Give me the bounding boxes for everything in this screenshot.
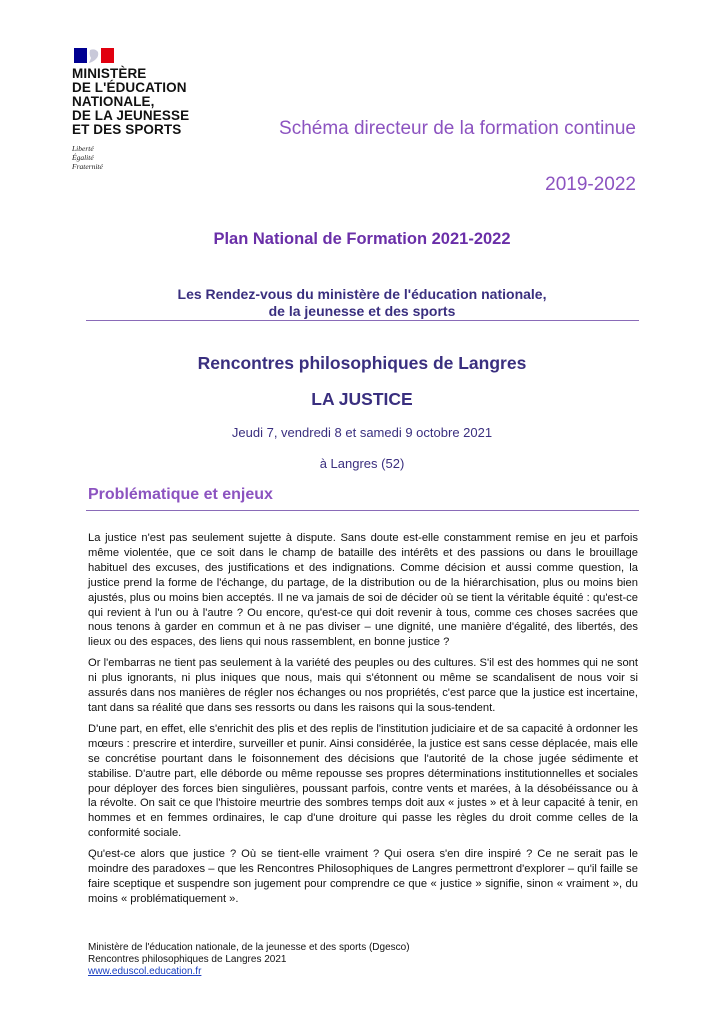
flag-blue-band [74, 48, 87, 63]
eduscol-link[interactable]: www.eduscol.education.fr [88, 966, 202, 977]
event-title: Rencontres philosophiques de Langres [197, 353, 527, 373]
rendez-vous-heading [0, 286, 724, 320]
marianne-flag-icon [74, 48, 114, 63]
flag-red-band [101, 48, 114, 63]
footer-line: Ministère de l'éducation nationale, de la jeunesse et des sports (Dgesco) [88, 942, 410, 953]
flag-white-band [87, 48, 100, 63]
ministry-name [72, 67, 212, 137]
paragraph: La justice n'est pas seulement sujette à dispute. Sans doute est-elle constamment remise en jeu et parfois même violentée, que ce soit dans le champ de bataille des intérêts et des passions ou dans le brouillage habituel des excuses, des justifications et des indignations. Comme décision et aussi comme question, la justice prend la forme de l'échange, du partage, de la distribution ou de la hiérarchisation, plus ou moins bien ajustés, plus ou moins bien acceptés. Il ne va jamais de soi de décider où se tient la véritable équité : qu'est-ce qui revient à l'un ou à l'autre ? Ou encore, qu'est-ce qui doit revenir à tous, comme ces choses sacrées que nous tenons à garder en commun et à ne pas diviser – une dignité, une manière d'égalité, des libertés, des lieux ou des espaces, des liens qui nous rassemblent, en bonne justice ? [88, 532, 638, 649]
event-dates: Jeudi 7, vendredi 8 et samedi 9 octobre 2021 [231, 425, 493, 440]
body-text [88, 531, 638, 913]
plan-title: Plan National de Formation 2021-2022 [213, 230, 511, 248]
ministry-line: ET DES SPORTS [72, 122, 182, 137]
footer-line: Rencontres philosophiques de Langres 2021 [88, 954, 287, 965]
document-years: 2019-2022 [545, 174, 636, 195]
ministry-line: DE L'ÉDUCATION [72, 80, 187, 95]
republic-motto [72, 144, 212, 171]
paragraph: D'une part, en effet, elle s'enrichit des plis et des replis de l'institution judiciaire et de sa capacité à ordonner les mœurs : prescrire et interdire, surveiller et punir. Ainsi considérée, la justice est sans cesse déplacée, mais elle se concrétise pourtant dans le foisonnement des décisions que l'autorité de la chose jugée sédimente et stabilise. D'autre part, elle déborde ou même repousse ses propres déterminations institutionnelles et sociales pour déployer des forces bien singulières, poussant parfois, contre vents et marées, à la désobéissance ou à la révolte. On sait ce que l'histoire meurtrie des sombres temps doit aux « justes » et à leur capacité à tenir, en hommes et en femmes ordinaires, le cap d'une droiture qui passe les règles du droit comme celles de la conformité sociale. [88, 722, 638, 840]
ministry-line: MINISTÈRE [72, 66, 147, 81]
motto-line: Égalité [72, 153, 94, 162]
rendez-vous-line: de la jeunesse et des sports [268, 303, 456, 319]
marianne-profile-icon [87, 48, 101, 63]
divider [86, 510, 639, 511]
paragraph: Or l'embarras ne tient pas seulement à la variété des peuples ou des cultures. S'il est des hommes qui ne sont ni plus ignorants, ni plus iniques que nous, mais qui s'étonnent ou même se scandalisent de nous voir si assurés dans nos manières de régler nos échanges ou nos propriétés, c'est parce que la justice est incertaine, tant dans sa réalité que dans ses ressorts ou dans les raisons qui la sous-tendent. [88, 657, 638, 714]
ministry-line: DE LA JEUNESSE [72, 108, 190, 123]
ministry-logo [72, 48, 212, 171]
motto-line: Fraternité [72, 162, 103, 171]
divider [86, 320, 639, 321]
page-footer [88, 942, 410, 978]
paragraph: Qu'est-ce alors que justice ? Où se tient-elle vraiment ? Qui osera s'en dire inspiré ? Ce ne serait pas le moindre des paradoxes – que les Rencontres Philosophiques de Langres permettront d'explorer – qu'il faille se faire sceptique et suspendre son jugement pour comprendre ce que « justice » signifie, sinon « vraiment », du moins « problématiquement ». [88, 848, 638, 905]
event-theme: LA JUSTICE [311, 389, 413, 409]
ministry-line: NATIONALE, [72, 94, 155, 109]
document-title: Schéma directeur de la formation continue [279, 118, 636, 139]
rendez-vous-line: Les Rendez-vous du ministère de l'éducation nationale, [177, 286, 547, 302]
event-place: à Langres (52) [319, 456, 405, 471]
motto-line: Liberté [72, 144, 94, 153]
section-heading: Problématique et enjeux [88, 486, 273, 503]
